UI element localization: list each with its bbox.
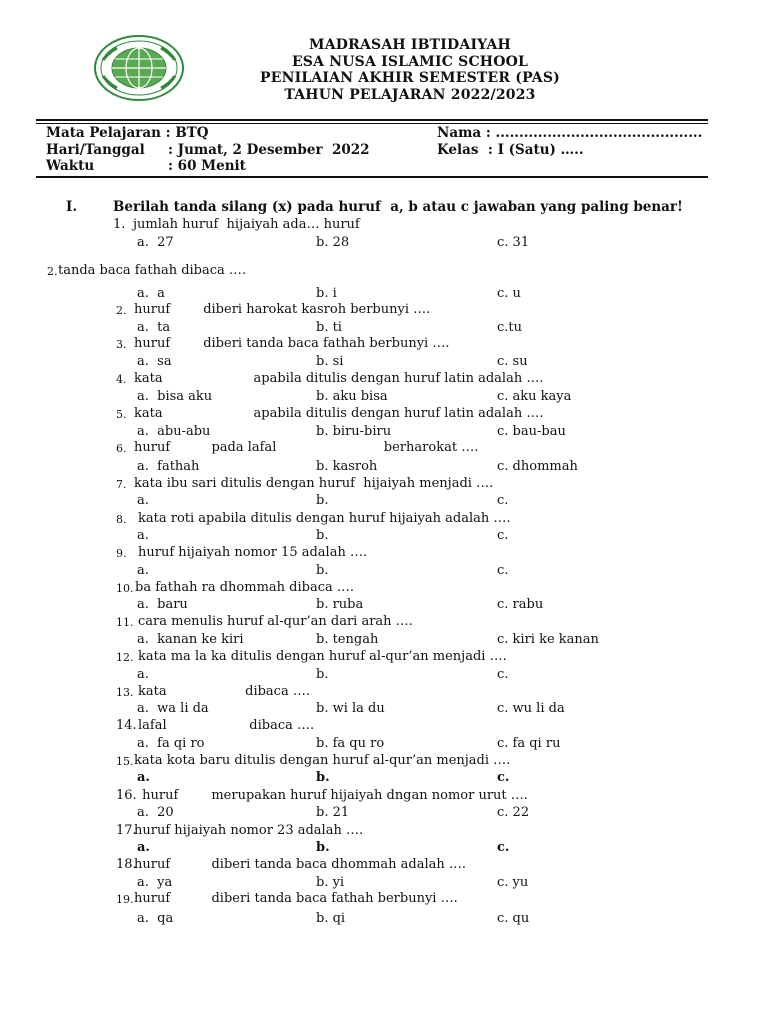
option-b: b. tengah xyxy=(316,632,379,647)
option-c: c. su xyxy=(497,354,528,369)
option-a: a. baru xyxy=(137,597,188,612)
option-a: a. fathah xyxy=(137,459,200,474)
option-b: b. xyxy=(316,493,329,508)
question-number: 2. xyxy=(116,304,127,317)
option-b: b. si xyxy=(316,354,344,369)
question-text: cara menulis huruf al-qur’an dari arah …. xyxy=(138,614,413,629)
option-b: b. yi xyxy=(316,875,345,890)
question-number: 4. xyxy=(116,373,127,386)
time-label: Waktu xyxy=(46,158,95,174)
header-line-4: TAHUN PELAJARAN 2022/2023 xyxy=(284,86,536,103)
header-divider-top-thin xyxy=(36,123,708,124)
option-a: a. wa li da xyxy=(137,701,209,716)
question-number: 14. xyxy=(116,718,137,733)
question-text: ba fathah ra dhommah dibaca …. xyxy=(135,580,354,595)
question-text: huruf hijaiyah nomor 23 adalah …. xyxy=(134,823,364,838)
option-b: b. aku bisa xyxy=(316,389,388,404)
option-a: a. qa xyxy=(137,911,174,926)
question-number: 3. xyxy=(116,338,127,351)
option-b: b. 21 xyxy=(316,805,350,820)
option-b: b. i xyxy=(316,286,337,301)
question-text: tanda baca fathah dibaca …. xyxy=(58,263,247,278)
option-c: c. u xyxy=(497,286,521,301)
option-c: c. xyxy=(497,770,510,785)
question-text: kata kota baru ditulis dengan huruf al-qur’an menjadi …. xyxy=(134,753,511,768)
question-number: 16. xyxy=(116,788,137,803)
option-b: b. fa qu ro xyxy=(316,736,385,751)
option-a: a. kanan ke kiri xyxy=(137,632,244,647)
question-text: kata ibu sari ditulis dengan huruf hijaiyah menjadi …. xyxy=(134,476,494,491)
option-b: b. xyxy=(316,840,330,855)
question-number: 13. xyxy=(116,686,134,699)
question-number: 1. xyxy=(113,217,126,232)
option-c: c. qu xyxy=(497,911,530,926)
option-a: a. ya xyxy=(137,875,173,890)
question-text: kata apabila ditulis dengan huruf latin adalah …. xyxy=(134,406,544,421)
option-c: c. aku kaya xyxy=(497,389,572,404)
question-text: lafal dibaca …. xyxy=(138,718,315,733)
question-number: 11. xyxy=(116,616,134,629)
question-number: 9. xyxy=(116,547,127,560)
option-b: b. ti xyxy=(316,320,342,335)
option-b: b. xyxy=(316,770,330,785)
option-c: c. 31 xyxy=(497,235,530,250)
date-label: Hari/Tanggal xyxy=(46,142,145,158)
question-text: huruf merupakan huruf hijaiyah dngan nomor urut …. xyxy=(138,788,528,803)
question-number: 7. xyxy=(116,478,127,491)
option-b: b. biru-biru xyxy=(316,424,392,439)
option-c: c. bau-bau xyxy=(497,424,566,439)
info-divider xyxy=(36,176,708,178)
question-number: 19. xyxy=(116,893,134,906)
option-a: a. sa xyxy=(137,354,172,369)
option-c: c. xyxy=(497,528,509,543)
question-text: huruf diberi harokat kasroh berbunyi …. xyxy=(134,302,431,317)
option-c: c.tu xyxy=(497,320,523,335)
question-text: huruf diberi tanda baca dhommah adalah …. xyxy=(134,857,467,872)
question-number: 8. xyxy=(116,513,127,526)
option-b: b. xyxy=(316,667,329,682)
question-text: kata roti apabila ditulis dengan huruf hijaiyah adalah …. xyxy=(138,511,511,526)
header-line-2: ESA NUSA ISLAMIC SCHOOL xyxy=(291,53,529,70)
time-value: : 60 Menit xyxy=(168,158,246,174)
section-instruction: Berilah tanda silang (x) pada huruf a, b atau c jawaban yang paling benar! xyxy=(113,199,683,215)
option-a: a. a xyxy=(137,286,165,301)
option-c: c. fa qi ru xyxy=(497,736,561,751)
option-c: c. yu xyxy=(497,875,529,890)
question-text: jumlah huruf hijaiyah ada… huruf xyxy=(133,217,360,232)
question-number: 12. xyxy=(116,651,134,664)
question-text: huruf diberi tanda baca fathah berbunyi …. xyxy=(134,336,450,351)
option-b: b. 28 xyxy=(316,235,350,250)
option-b: b. wi la du xyxy=(316,701,385,716)
class-field: Kelas : I (Satu) ….. xyxy=(437,142,584,158)
option-a: a. xyxy=(137,563,149,578)
question-number: 5. xyxy=(116,408,127,421)
subject-field: Mata Pelajaran : BTQ xyxy=(46,125,209,141)
question-text: huruf hijaiyah nomor 15 adalah …. xyxy=(138,545,368,560)
option-c: c. wu li da xyxy=(497,701,565,716)
option-a: a. 27 xyxy=(137,235,174,250)
question-number: 18. xyxy=(116,857,137,872)
option-a: a. 20 xyxy=(137,805,174,820)
question-text: kata dibaca …. xyxy=(138,684,310,699)
question-text: kata apabila ditulis dengan huruf latin adalah …. xyxy=(134,371,544,386)
question-number: 2. xyxy=(47,265,58,278)
option-c: c. xyxy=(497,493,509,508)
option-c: c. kiri ke kanan xyxy=(497,632,599,647)
section-number: I. xyxy=(66,199,78,215)
school-header xyxy=(200,37,620,103)
option-c: c. rabu xyxy=(497,597,544,612)
school-logo xyxy=(93,34,185,102)
option-c: c. dhommah xyxy=(497,459,578,474)
option-b: b. xyxy=(316,528,329,543)
option-a: a. ta xyxy=(137,320,171,335)
header-line-3: PENILAIAN AKHIR SEMESTER (PAS) xyxy=(259,70,561,86)
option-a: a. fa qi ro xyxy=(137,736,205,751)
option-b: b. xyxy=(316,563,329,578)
name-field: Nama : ............................................ xyxy=(437,125,703,141)
header-divider-top xyxy=(36,119,708,121)
option-a: a. abu-abu xyxy=(137,424,211,439)
option-a: a. xyxy=(137,840,150,855)
option-a: a. xyxy=(137,667,149,682)
question-text: huruf diberi tanda baca fathah berbunyi …. xyxy=(134,891,458,906)
option-c: c. xyxy=(497,667,509,682)
option-a: a. xyxy=(137,770,150,785)
question-text: huruf pada lafal berharokat …. xyxy=(134,440,479,455)
option-c: c. xyxy=(497,840,510,855)
option-c: c. xyxy=(497,563,509,578)
option-c: c. 22 xyxy=(497,805,530,820)
question-number: 6. xyxy=(116,442,127,455)
option-b: b. qi xyxy=(316,911,346,926)
option-a: a. bisa aku xyxy=(137,389,213,404)
option-b: b. kasroh xyxy=(316,459,378,474)
option-b: b. ruba xyxy=(316,597,364,612)
header-line-1: MADRASAH IBTIDAIYAH xyxy=(309,37,511,53)
option-a: a. xyxy=(137,493,149,508)
question-number: 10. xyxy=(116,582,134,595)
question-text: kata ma la ka ditulis dengan huruf al-qur’an menjadi …. xyxy=(138,649,507,664)
question-number: 17. xyxy=(116,823,137,838)
date-value: : Jumat, 2 Desember 2022 xyxy=(168,142,370,158)
question-number: 15. xyxy=(116,755,134,768)
option-a: a. xyxy=(137,528,149,543)
